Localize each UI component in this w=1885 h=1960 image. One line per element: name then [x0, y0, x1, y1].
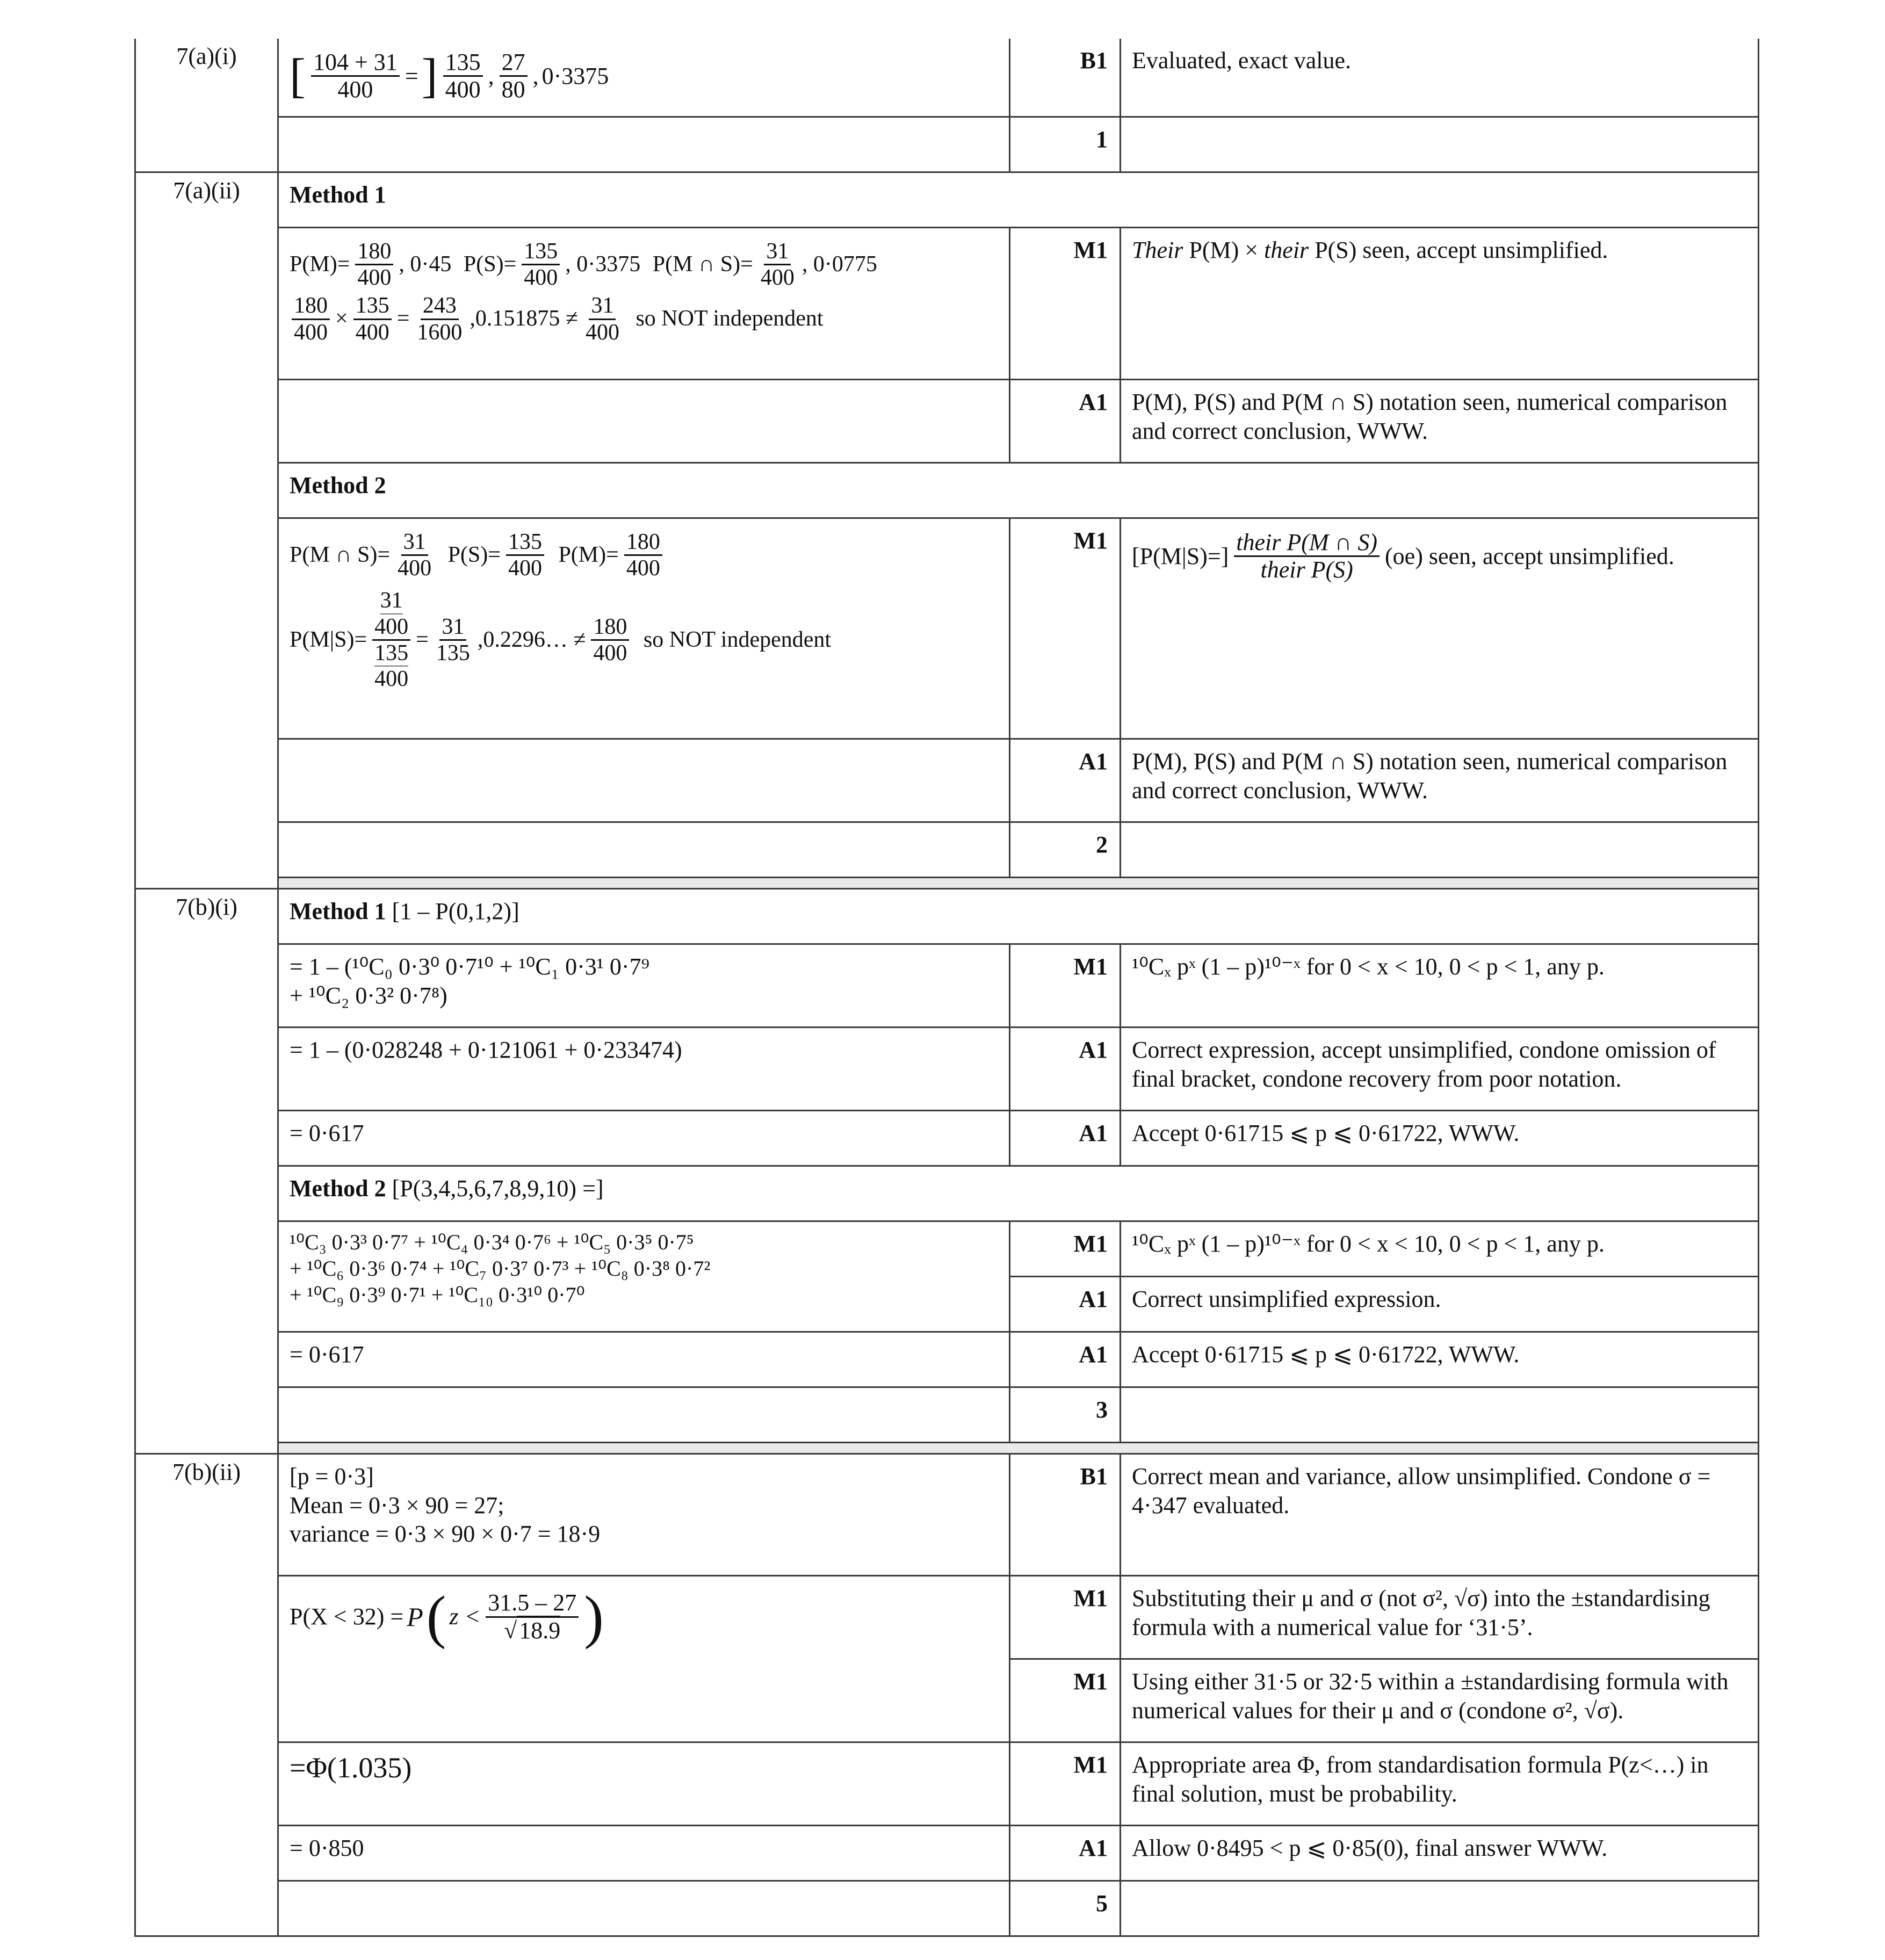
- guidance: Using either 31·5 or 32·5 within a ±standardising formula with numerical values for their μ and σ (condone σ², √σ).: [1121, 1659, 1759, 1742]
- mark-code: B1: [1010, 1454, 1121, 1576]
- answer-cell: P(M)= $\frac{180}{400}$ , 0·45 P(S)= $\frac{135}{400}$ , 0·3375 P(M ∩ S)= $\frac{31}{400}$ , 0·0775 $\frac{180}{400}$ × $\frac{135}{400}$ = $\frac{243}{1600}$ ,0.151875 ≠ $\frac{31}{400}$ so NOT independent: [278, 228, 1010, 380]
- guidance: Correct unsimplified expression.: [1121, 1277, 1759, 1332]
- method-heading: Method 2: [278, 463, 1759, 518]
- mark-code: B1: [1010, 39, 1121, 117]
- mark-code: M1: [1010, 518, 1121, 739]
- answer-cell: [ $\frac{104 + 31}{400}$ = ] $\frac{135}{400}$ , $\frac{27}{80}$ , 0·3375: [278, 39, 1010, 117]
- answer-cell: = 0·850: [278, 1826, 1010, 1881]
- guidance: Their P(M) × their P(S) seen, accept unsimplified.: [1121, 228, 1759, 380]
- table-row: [135, 1454, 1759, 1576]
- total-marks: 2: [1010, 822, 1121, 878]
- answer-cell: [p = 0·3] Mean = 0·3 × 90 = 27; variance = 0·3 × 90 × 0·7 = 18·9: [278, 1454, 1010, 1576]
- mark-code: M1: [1010, 1659, 1121, 1742]
- mark-code: M1: [1010, 1221, 1121, 1277]
- fraction: $\frac{27}{80}$: [500, 49, 528, 103]
- mark-code: M1: [1010, 228, 1121, 380]
- mark-code: A1: [1010, 380, 1121, 463]
- mark-code: A1: [1010, 739, 1121, 822]
- table-row: [135, 1111, 1759, 1166]
- answer-cell: = 1 – (¹⁰C₀ 0·3⁰ 0·7¹⁰ + ¹⁰C₁ 0·3¹ 0·7⁹ + ¹⁰C₂ 0·3² 0·7⁸): [278, 944, 1010, 1028]
- mark-scheme-table: [134, 39, 1759, 1937]
- table-row: [135, 1332, 1759, 1387]
- answer-cell: = 1 – (0·028248 + 0·121061 + 0·233474): [278, 1028, 1010, 1111]
- table-row: [135, 944, 1759, 1028]
- method-heading: Method 1: [278, 172, 1759, 228]
- guidance: Correct expression, accept unsimplified, condone omission of final bracket, condone recovery from poor notation.: [1121, 1028, 1759, 1111]
- total-row: [135, 1881, 1759, 1936]
- table-row: [135, 1028, 1759, 1111]
- question-number: 7(a)(ii): [135, 172, 278, 889]
- question-number: 7(b)(ii): [135, 1454, 278, 1936]
- answer-cell: =Φ(1.035): [278, 1742, 1010, 1826]
- guidance: ¹⁰Cₓ pˣ (1 – p)¹⁰⁻ˣ for 0 < x < 10, 0 < p < 1, any p.: [1121, 1221, 1759, 1277]
- answer-cell: P(M ∩ S)= $\frac{31}{400}$ P(S)= $\frac{135}{400}$ P(M)= $\frac{180}{400}$ P(M|S)= 31 400 135 400 = $\frac{31}{135}$ ,0.2296… ≠ $\frac{180}{400}$ so NOT independent: [278, 518, 1010, 739]
- mark-code: M1: [1010, 944, 1121, 1028]
- fraction: $\frac{104 + 31}{400}$: [311, 49, 400, 103]
- guidance: Accept 0·61715 ⩽ p ⩽ 0·61722, WWW.: [1121, 1111, 1759, 1166]
- table-row: [135, 1742, 1759, 1826]
- mark-code: A1: [1010, 1111, 1121, 1166]
- section-divider: [135, 878, 1759, 889]
- table-row: [135, 1826, 1759, 1881]
- answer-cell: P(X < 32) = P ( z < $\frac{31.5 - 27}{√18.9}$ ): [278, 1576, 1010, 1742]
- section-divider: [135, 1443, 1759, 1454]
- total-marks: 5: [1010, 1881, 1121, 1936]
- mark-code: M1: [1010, 1742, 1121, 1826]
- table-row: [135, 228, 1759, 380]
- question-number: 7(b)(i): [135, 889, 278, 1454]
- table-row: [135, 889, 1759, 944]
- total-row: [135, 822, 1759, 878]
- guidance: Appropriate area Φ, from standardisation formula P(z<…) in final solution, must be probability.: [1121, 1742, 1759, 1826]
- mark-code: A1: [1010, 1826, 1121, 1881]
- guidance: P(M), P(S) and P(M ∩ S) notation seen, numerical comparison and correct conclusion, WWW.: [1121, 380, 1759, 463]
- mark-code: A1: [1010, 1028, 1121, 1111]
- table-row: [135, 1576, 1759, 1659]
- answer-cell: ¹⁰C₃ 0·3³ 0·7⁷ + ¹⁰C₄ 0·3⁴ 0·7⁶ + ¹⁰C₅ 0·3⁵ 0·7⁵ + ¹⁰C₆ 0·3⁶ 0·7⁴ + ¹⁰C₇ 0·3⁷ 0·7³ + ¹⁰C₈ 0·3⁸ 0·7² + ¹⁰C₉ 0·3⁹ 0·7¹ + ¹⁰C₁₀ 0·3¹⁰ 0·7⁰: [278, 1221, 1010, 1332]
- mark-code: A1: [1010, 1277, 1121, 1332]
- method-heading: Method 1 [1 – P(0,1,2)]: [278, 889, 1759, 944]
- guidance: [P(M|S)=] $\frac{\text{their P(M ∩ S)}}{\text{their P(S)}}$ (oe) seen, accept unsimplified.: [1121, 518, 1759, 739]
- guidance: Evaluated, exact value.: [1121, 39, 1759, 117]
- method-heading: Method 2 [P(3,4,5,6,7,8,9,10) =]: [278, 1166, 1759, 1221]
- guidance: Accept 0·61715 ⩽ p ⩽ 0·61722, WWW.: [1121, 1332, 1759, 1387]
- guidance: ¹⁰Cₓ pˣ (1 – p)¹⁰⁻ˣ for 0 < x < 10, 0 < p < 1, any p.: [1121, 944, 1759, 1028]
- mark-code: M1: [1010, 1576, 1121, 1659]
- fraction: $\frac{135}{400}$: [443, 49, 483, 103]
- table-row: [135, 518, 1759, 739]
- table-row: [135, 172, 1759, 228]
- guidance: Correct mean and variance, allow unsimplified. Condone σ = 4·347 evaluated.: [1121, 1454, 1759, 1576]
- total-row: [135, 117, 1759, 172]
- table-row: [135, 1166, 1759, 1221]
- table-row: [135, 380, 1759, 463]
- table-row: [135, 739, 1759, 822]
- table-row: [135, 1221, 1759, 1277]
- answer-cell: = 0·617: [278, 1111, 1010, 1166]
- guidance: Substituting their μ and σ (not σ², √σ) into the ±standardising formula with a numerical value for ‘31·5’.: [1121, 1576, 1759, 1659]
- guidance: Allow 0·8495 < p ⩽ 0·85(0), final answer WWW.: [1121, 1826, 1759, 1881]
- total-marks: 1: [1010, 117, 1121, 172]
- total-row: [135, 1387, 1759, 1443]
- table-row: [135, 39, 1759, 117]
- question-number: 7(a)(i): [135, 39, 278, 172]
- guidance: P(M), P(S) and P(M ∩ S) notation seen, numerical comparison and correct conclusion, WWW.: [1121, 739, 1759, 822]
- answer-cell: = 0·617: [278, 1332, 1010, 1387]
- mark-code: A1: [1010, 1332, 1121, 1387]
- table-row: [135, 463, 1759, 518]
- total-marks: 3: [1010, 1387, 1121, 1443]
